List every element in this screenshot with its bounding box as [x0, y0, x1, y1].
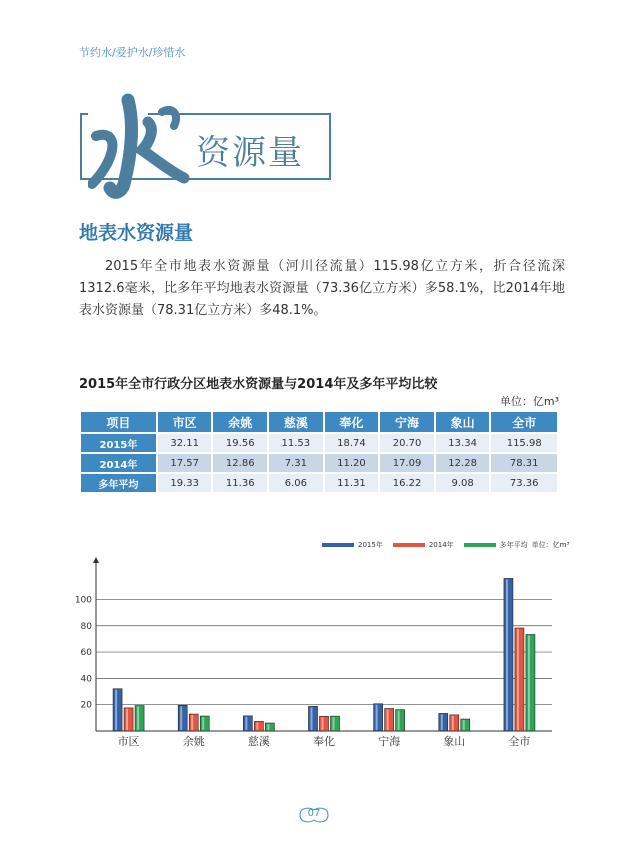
bar [331, 716, 340, 731]
bar-highlight [202, 717, 204, 730]
x-tick-label: 余姚 [182, 735, 205, 748]
table-cell: 13.34 [436, 434, 490, 452]
row-label: 多年平均 [81, 474, 156, 492]
bar [385, 709, 394, 731]
section-title: 地表水资源量 [79, 222, 194, 244]
table-cell: 12.86 [213, 454, 267, 472]
table-cell: 19.56 [213, 434, 267, 452]
table-header-cell: 慈溪 [269, 412, 323, 432]
bar-highlight [322, 717, 324, 730]
bar [200, 716, 209, 731]
legend-label: 2015年 [358, 541, 383, 549]
bar-highlight [398, 711, 400, 730]
bar-highlight [463, 720, 465, 730]
table-cell: 17.57 [158, 454, 212, 472]
x-tick-label: 慈溪 [247, 735, 270, 748]
table-header-cell: 市区 [158, 412, 212, 432]
table-cell: 11.20 [325, 454, 379, 472]
table-cell: 78.31 [491, 454, 557, 472]
bar [309, 706, 318, 731]
table-cell: 115.98 [491, 434, 557, 452]
bar [254, 721, 263, 731]
table-header-cell: 余姚 [213, 412, 267, 432]
y-tick-label: 100 [74, 595, 92, 606]
row-label: 2014年 [81, 454, 156, 472]
bar [526, 635, 535, 731]
section-paragraph: 2015年全市地表水资源量（河川径流量）115.98亿立方米，折合径流深1312.6毫米，比多年平均地表水资源量（73.36亿立方米）多58.1%，比2014年地表水资源量（78.31亿立方米）多48.1%。 [79, 259, 565, 318]
bar-highlight [517, 629, 519, 730]
y-tick-label: 80 [80, 621, 92, 632]
bar-highlight [528, 636, 530, 730]
bar-highlight [267, 724, 269, 730]
bar-highlight [376, 705, 378, 730]
bar [450, 715, 459, 731]
y-axis-arrow [93, 557, 99, 563]
bar [461, 719, 470, 731]
x-tick-label: 全市 [508, 735, 531, 748]
table-cell: 6.06 [269, 474, 323, 492]
table-header-cell: 奉化 [325, 412, 379, 432]
x-tick-label: 奉化 [313, 735, 335, 748]
table-cell: 20.70 [380, 434, 434, 452]
legend-unit: 单位：亿m³ [531, 541, 570, 549]
bar [515, 628, 524, 731]
table-cell: 9.08 [436, 474, 490, 492]
bar-highlight [126, 709, 128, 730]
bar [374, 704, 383, 731]
banner-title: 资源量 [196, 133, 304, 173]
y-tick-label: 60 [80, 648, 92, 659]
bar [439, 713, 448, 731]
bar-highlight [441, 714, 443, 730]
table-header-cell: 象山 [436, 412, 490, 432]
table-cell: 19.33 [158, 474, 212, 492]
legend-label: 多年平均 [499, 541, 528, 549]
bar-highlight [387, 710, 389, 730]
table-header-cell: 全市 [491, 412, 557, 432]
bar [189, 714, 198, 731]
bar [124, 708, 133, 731]
table-cell: 11.53 [269, 434, 323, 452]
bar [396, 710, 405, 731]
bar-highlight [115, 690, 117, 730]
bar [178, 705, 187, 731]
table-cell: 12.28 [436, 454, 490, 472]
bar-highlight [245, 717, 247, 730]
bar-highlight [311, 707, 313, 730]
bar [243, 716, 252, 731]
bar-highlight [452, 716, 454, 730]
table-header-cell: 宁海 [380, 412, 434, 432]
table-title: 2015年全市行政分区地表水资源量与2014年及多年平均比较 [79, 377, 438, 392]
table-cell: 18.74 [325, 434, 379, 452]
x-tick-label: 宁海 [378, 735, 401, 748]
page-number [296, 804, 332, 826]
bar [320, 716, 329, 731]
table-cell: 16.22 [380, 474, 434, 492]
bar [135, 706, 144, 731]
table-cell: 11.36 [213, 474, 267, 492]
bar [113, 689, 122, 731]
bar-highlight [333, 717, 335, 730]
legend-label: 2014年 [428, 541, 454, 549]
table-unit: 单位：亿m³ [499, 395, 559, 408]
header-tag: 节约水/爱护水/珍惜水 [79, 46, 186, 59]
bar-highlight [191, 715, 193, 730]
bar-highlight [256, 722, 258, 730]
y-tick-label: 40 [80, 674, 92, 685]
table-cell: 7.31 [269, 454, 323, 472]
x-tick-label: 市区 [117, 735, 140, 748]
bar [265, 723, 274, 731]
y-tick-label: 20 [80, 700, 92, 711]
page-number-text: 07 [307, 808, 321, 819]
table-cell: 73.36 [491, 474, 557, 492]
bar [504, 578, 513, 731]
table-cell: 11.31 [325, 474, 379, 492]
bar-highlight [180, 706, 182, 730]
table-header-label: 项目 [81, 412, 156, 432]
row-label: 2015年 [81, 434, 156, 452]
bar-highlight [137, 707, 139, 730]
x-tick-label: 象山 [443, 735, 466, 748]
bar-highlight [506, 579, 508, 730]
table-cell: 32.11 [158, 434, 212, 452]
table-cell: 17.09 [380, 454, 434, 472]
